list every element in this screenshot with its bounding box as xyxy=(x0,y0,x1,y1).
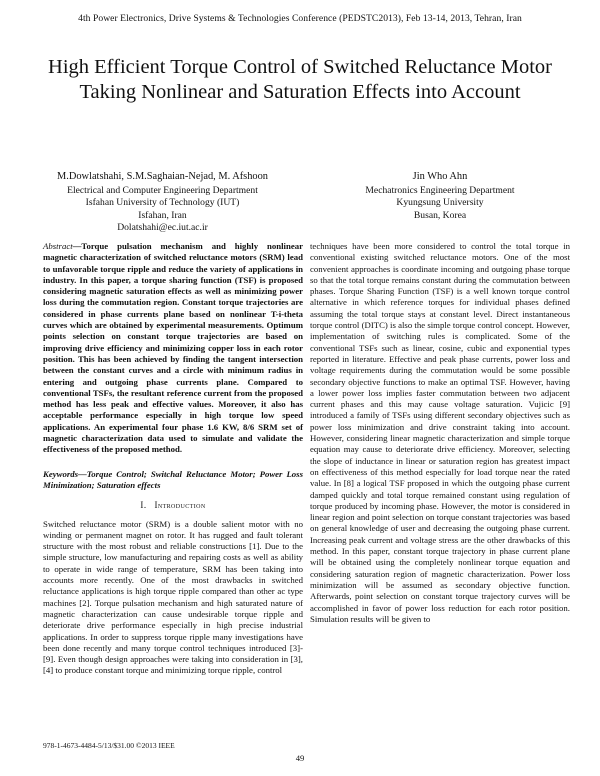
author-block-right xyxy=(320,171,560,222)
author-dept-right: Mechatronics Engineering Department xyxy=(365,184,515,196)
keywords-lead: Keywords xyxy=(43,468,78,479)
author-university-right: Kyungsung University xyxy=(396,197,484,209)
paper-title: High Efficient Torque Control of Switched Reluctance Motor Taking Nonlinear and Saturation Effects into Account xyxy=(48,56,552,103)
section-heading-introduction xyxy=(43,500,303,511)
right-column xyxy=(310,241,570,625)
section-number: I. xyxy=(140,500,147,511)
author-location-left: Isfahan, Iran xyxy=(138,209,187,221)
author-block-left xyxy=(30,171,295,235)
author-email-left: Dolatshahi@ec.iut.ac.ir xyxy=(117,222,208,234)
abstract xyxy=(43,241,303,456)
abstract-lead: Abstract xyxy=(43,241,73,251)
keywords-text: —Torque Control; Switchal Reluctance Motor; Power Loss Minimization; Saturation effects xyxy=(43,468,303,490)
author-dept-left: Electrical and Computer Engineering Department xyxy=(67,184,258,196)
author-names-left: M.Dowlatshahi, S.M.Saghaian-Nejad, M. Afshoon xyxy=(57,171,268,182)
author-university-left: Isfahan University of Technology (IUT) xyxy=(85,197,240,209)
intro-paragraph-right: techniques have been more considered to control the total torque in conventional existing switched reluctance motors. One of the most convenient approaches is coordinate incoming and outgoing phase torque so that the total torque remains constant during the commutation between phases. Torque Sharing Function (TSF) is a well known torque control alternative in which reference torques for individual phases defined assuming the total torque stays at constant level. Direct instantaneous torque control (DITC) is also the simple torque control concept. However, implementation of switching rules is complicated. Some of the conventional TSFs such as linear, cosine, cubic and exponential types reported in literature. Effective and peak phase currents, power loss and voltage requirements during the commutation would be some possible secondary objective functions to make an optimal TSF. However, having a lower power loss implies faster commutation between two adjacent current phases and this may cause voltage saturation. Vujicic [9] introduced a family of TSFs using different secondary objectives such as power loss minimization and drive constraint taking into account. However, considering linear magnetic characterization and simple torque equation may cause to deteriorate drive efficiency. Moreover, selecting the slope of inductance in linear or saturation region has greatest impact on effectiveness of this method especially for load torque near the rated value. In [8] a logical TSF proposed in which the outgoing phase current damped quickly and total torque remained constant using regulation of torque produced by incoming phase. However, the motor is considered in linear region and point selection on torque constant trajectories was based on general knowledge of user and decreasing the outgoing phase current. Increasing peak current and voltage stress are the other drawbacks of this method. In this paper, constant torque trajectory in phase current plane will be obtained using the completely nonlinear torque equation and considering saturation region of magnetic characterization. Power loss minimization will be assumed as secondary objective function. Afterwards, point selection on constant torque trajectory curves will be accomplished in favor of power loss reduction for each rotor position. Simulation results will be given to xyxy=(310,241,570,624)
abstract-text: —Torque pulsation mechanism and highly nonlinear magnetic characterization of switched reluctance motors (SRM) lead to unfavorable torque ripple and reduce the variety of applications in industry. In this paper, a torque sharing function (TSF) is proposed considering magnetic saturation effects as well as minimizing power loss during the commutation region. Constant torque trajectories are considered in phase currents plane based on nonlinear T-i-theta curves which are obtained by experimental measurements. Optimum points selection on constant torque trajectories are based on improving drive efficiency and minimizing copper loss in each rotor position. This has been achieved by finding the tangent intersection between the constant curves and a circle with minimum radius in entering and outgoing phase currents plane. Compared to conventional TSFs, the resultant reference current from the proposed method has less peak and effective values. Moreover, it also has acceptable performance especially in high torque low speed applications. An experimental four phase 1.6 KW, 8/6 SRM set of magnetic characterization data used to simulate and validate the effectiveness of the proposed method. xyxy=(43,241,303,455)
keywords xyxy=(43,469,303,492)
page-number: 49 xyxy=(295,753,305,763)
isbn-footer: 978-1-4673-4484-5/13/$31.00 ©2013 IEEE xyxy=(43,741,175,750)
conference-header: 4th Power Electronics, Drive Systems & Technologies Conference (PEDSTC2013), Feb 13-14, 2013, Tehran, Iran xyxy=(78,13,522,24)
section-title: Introduction xyxy=(154,500,206,511)
author-names-right: Jin Who Ahn xyxy=(412,171,468,182)
left-column xyxy=(43,241,303,677)
author-location-right: Busan, Korea xyxy=(413,209,467,221)
intro-paragraph-left: Switched reluctance motor (SRM) is a double salient motor with no winding or permanent magnet on rotor. It has rugged and fault tolerant structure with the most robust and reliable constructions [1]. Due to the simple structure, low manufacturing and repairing costs as well as ability to operate in wide range of temperature, SRM has been taking into accounts more recently. One of the most drawbacks in switched reluctance applications is high torque ripple compared than other ac type machines [2]. Torque pulsation mechanism and high saturated nature of magnetic characterization can cause undesirable torque ripple and deteriorate drive performance especially in high precise industrial applications. In order to suppress torque ripple many investigations have been done recently and many torque control techniques introduced [3]-[9]. Even though design approaches were taking into consideration in [3],[4] to produce constant torque and minimizing torque ripple, control xyxy=(43,518,303,676)
